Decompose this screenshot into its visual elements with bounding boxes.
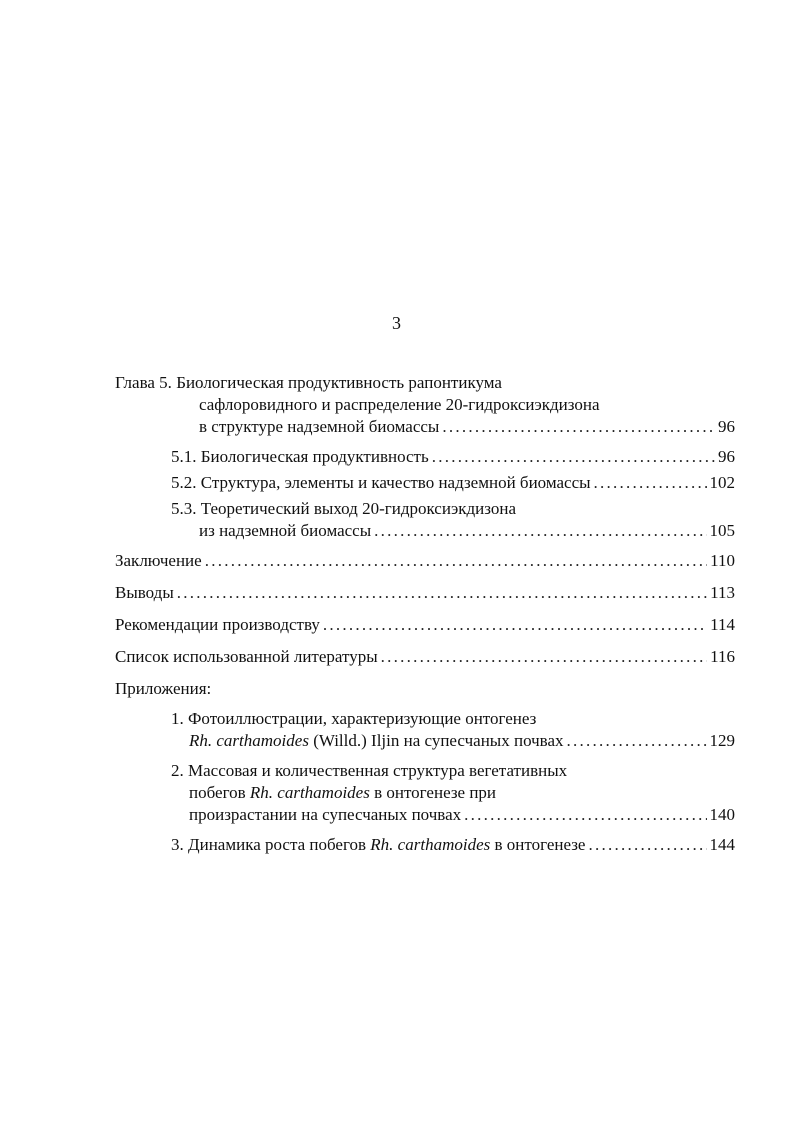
toc-entry-conclusion (115, 550, 735, 571)
section-title: Биологическая продуктивность (200, 447, 429, 466)
dot-leader (594, 472, 707, 493)
section-5-1-row (171, 446, 735, 467)
section-title-line1: Теоретический выход 20-гидроксиэкдизона (200, 499, 517, 518)
dot-leader (464, 804, 706, 825)
appendices-heading: Приложения: (115, 679, 212, 698)
appendix-title-line2: (Willd.) Iljin на супесчаных почвах (308, 731, 564, 750)
dot-leader (432, 446, 715, 467)
section-5-2-row (171, 472, 735, 493)
appendix-1-row (189, 730, 735, 751)
dot-leader (323, 614, 707, 635)
appendix-1-line1 (171, 708, 536, 729)
entry-page: 113 (710, 583, 735, 602)
appendix-2-line1 (171, 760, 567, 781)
entry-title: Выводы (115, 583, 174, 602)
species-name: Rh. carthamoides (370, 835, 491, 854)
appendix-title-line1: Фотоиллюстрации, характеризующие онтогенез (188, 709, 537, 728)
section-number: 5.1. (171, 447, 197, 466)
chapter-5-title-line3-row (199, 416, 735, 437)
entry-page: 116 (710, 647, 735, 666)
entry-title: Заключение (115, 551, 202, 570)
section-number: 5.2. (171, 473, 197, 492)
toc-entry-recommendations (115, 614, 735, 635)
appendix-page: 144 (709, 835, 735, 854)
chapter-5-title-line2: сафлоровидного и распределение 20-гидроксиэкдизона (199, 395, 600, 414)
chapter-5-prefix: Глава 5. (115, 373, 172, 392)
appendix-3-row (171, 834, 735, 855)
chapter-5-heading (115, 372, 502, 393)
chapter-5-title-line3: в структуре надземной биомассы (199, 417, 440, 436)
appendix-2-line2 (189, 782, 496, 803)
section-5-3-line1 (171, 498, 516, 519)
species-name: Rh. carthamoides (189, 731, 309, 750)
dot-leader (374, 520, 706, 541)
dot-leader (177, 582, 707, 603)
dot-leader (381, 646, 707, 667)
dot-leader (567, 730, 707, 751)
entry-page: 110 (710, 551, 735, 570)
appendix-page: 129 (709, 731, 735, 750)
appendix-number: 1. (171, 709, 184, 728)
section-title: Структура, элементы и качество надземной биомассы (200, 473, 591, 492)
entry-title: Рекомендации производству (115, 615, 320, 634)
toc-entry-references (115, 646, 735, 667)
appendix-page: 140 (709, 805, 735, 824)
appendix-title-line3: произрастании на супесчаных почвах (189, 805, 462, 824)
toc-entry-findings (115, 582, 735, 603)
entry-title: Список использованной литературы (115, 647, 378, 666)
section-title-line2: из надземной биомассы (199, 521, 372, 540)
chapter-5-title-line1: Биологическая продуктивность рапонтикума (176, 373, 502, 392)
section-5-3-row (199, 520, 735, 541)
species-name: Rh. carthamoides (249, 783, 370, 802)
section-page: 105 (709, 521, 735, 540)
appendix-number: 3. (171, 835, 184, 854)
dot-leader (205, 550, 707, 571)
appendix-2-row (189, 804, 735, 825)
section-number: 5.3. (171, 499, 197, 518)
appendix-title-rest: в онтогенезе (490, 835, 586, 854)
appendix-number: 2. (171, 761, 184, 780)
appendix-title-line2-prefix: побегов (189, 783, 250, 802)
dot-leader (442, 416, 715, 437)
appendix-title-line2-rest: в онтогенезе при (369, 783, 497, 802)
section-page: 96 (718, 447, 735, 466)
chapter-5-page: 96 (718, 417, 735, 436)
page-number: 3 (392, 313, 401, 333)
appendix-title-prefix: Динамика роста побегов (188, 835, 371, 854)
appendix-title-line1: Массовая и количественная структура вегетативных (188, 761, 568, 780)
section-page: 102 (709, 473, 735, 492)
entry-page: 114 (710, 615, 735, 634)
dot-leader (588, 834, 706, 855)
